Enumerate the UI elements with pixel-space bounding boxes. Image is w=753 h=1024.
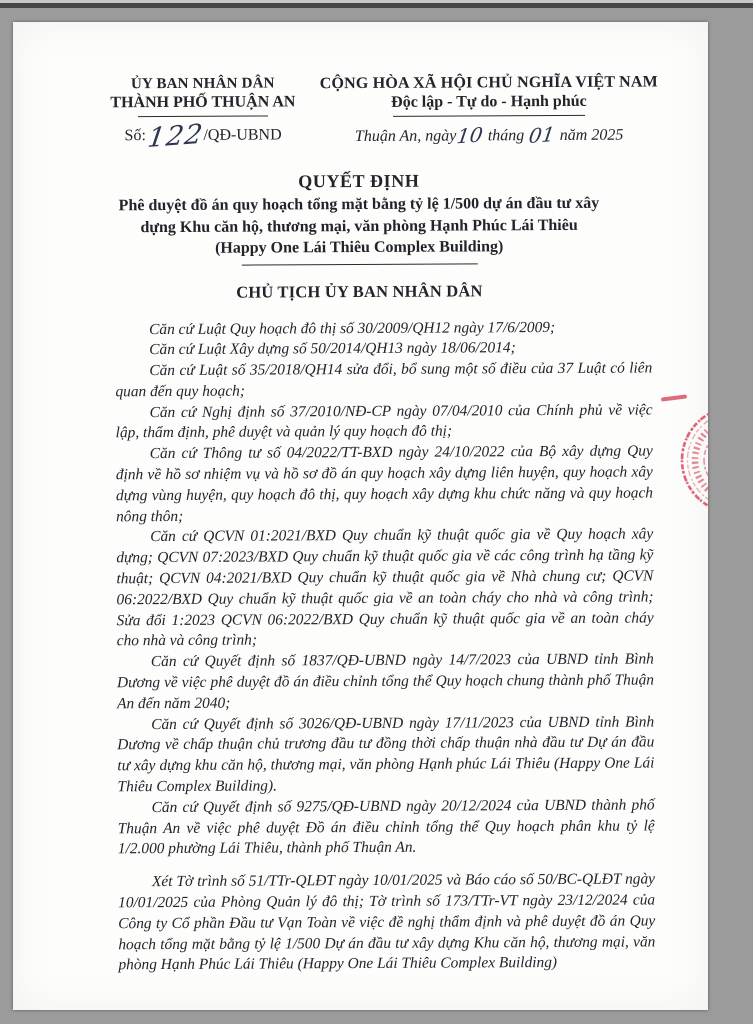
subtitle-line: (Happy One Lái Thiêu Complex Building) [215, 238, 504, 257]
subtitle-line: Phê duyệt đồ án quy hoạch tổng mặt bằng tỷ lệ 1/500 dự án đầu tư xây [118, 194, 600, 215]
national-header-block [314, 72, 664, 149]
org-underline [138, 115, 268, 117]
motto-underline [393, 115, 585, 117]
issuing-org-block [105, 74, 301, 154]
org-name-line1: ỦY BAN NHÂN DÂN [130, 75, 275, 93]
title-underline [241, 263, 477, 265]
subtitle-line: dựng Khu căn hộ, thương mại, văn phòng Hạnh Phúc Lái Thiêu [140, 216, 578, 236]
date-place-prefix: Thuận An, ngày [354, 127, 457, 146]
body-paragraph: Xét Tờ trình số 51/TTr-QLĐT ngày 10/01/2025 và Báo cáo số 50/BC-QLĐT ngày 10/01/2025 của Phòng Quản lý đô thị; Tờ trình số 173/TTr-VT ngày 23/12/2024 của Công ty Cổ phần Đầu tư Vạn Toàn về việc đề nghị thẩm định và phê duyệt đồ án Quy hoạch tổng mặt bằng tỷ lệ 1/500 Dự án đầu tư xây dựng Khu căn hộ, thương mại, văn phòng Hạnh Phúc Lái Thiêu (Happy One Lái Thiêu Complex Building) [118, 870, 656, 974]
body-paragraph: Căn cứ QCVN 01:2021/BXD Quy chuẩn kỹ thuật quốc gia về Quy hoạch xây dựng; QCVN 07:2023/BXD Quy chuẩn kỹ thuật quốc gia về các công trình hạ tầng kỹ thuật; QCVN 04:2021/BXD Quy chuẩn kỹ thuật quốc gia về Nhà chung cư; QCVN 06:2022/BXD Quy chuẩn kỹ thuật quốc gia về an toàn cháy cho nhà và công trình; Sửa đổi 1:2023 QCVN 06:2022/BXD Quy chuẩn kỹ thuật quốc gia về an toàn cháy cho nhà và công trình; [116, 525, 654, 650]
handwritten-day: 10 [455, 122, 485, 149]
document-paper [13, 22, 708, 1010]
handwritten-document-number: 122 [145, 118, 205, 154]
national-motto-line1: CỘNG HÒA XÃ HỘI CHỦ NGHĨA VIỆT NAM [319, 73, 658, 93]
body-paragraph: Căn cứ Nghị định số 37/2010/NĐ-CP ngày 07/04/2010 của Chính phủ về việc lập, thẩm định, phê duyệt và quản lý quy hoạch đô thị; [115, 401, 653, 442]
document-number-line [105, 118, 301, 154]
issuer-heading: CHỦ TỊCH ỦY BAN NHÂN DÂN [236, 280, 483, 302]
body-paragraph: Căn cứ Luật Xây dựng số 50/2014/QH13 ngày 18/06/2014; [149, 339, 516, 359]
decision-subtitle [13, 192, 707, 260]
date-month-word: tháng [487, 127, 525, 145]
body-paragraph: Căn cứ Thông tư số 04/2022/TT-BXD ngày 24/10/2022 của Bộ xây dựng Quy định về hồ sơ nhiệm vụ và hồ sơ đồ án quy hoạch xây dựng liên huyện, quy hoạch xây dựng vùng huyện, quy hoạch đô thị, quy hoạch xây dựng khu chức năng và quy hoạch nông thôn; [115, 442, 654, 525]
national-motto-line2: Độc lập - Tự do - Hạnh phúc [391, 92, 587, 111]
decision-heading: QUYẾT ĐỊNH [298, 170, 420, 192]
body-paragraph: Căn cứ Quyết định số 3026/QĐ-UBND ngày 17/11/2023 của UBND tỉnh Bình Dương về chấp thuận chủ trương đầu tư đồng thời chấp thuận nhà đầu tư Dự án đầu tư xây dựng khu căn hộ, thương mại, văn phòng Hạnh phúc Lái Thiêu (Happy One Lái Thiêu Complex Building). [117, 713, 655, 796]
handwritten-month: 01 [527, 122, 557, 148]
number-suffix: /QĐ-UBND [203, 126, 282, 144]
document-content [13, 22, 708, 977]
document-body [115, 317, 655, 977]
date-year-part: năm 2025 [559, 126, 624, 144]
body-paragraph: Căn cứ Quyết định số 1837/QĐ-UBND ngày 14/7/2023 của UBND tỉnh Bình Dương về việc phê duyệt đồ án điều chỉnh tổng thể Quy hoạch chung thành phố Thuận An đến năm 2040; [116, 650, 654, 713]
top-edge-dark-strip [0, 3, 753, 8]
document-header [13, 72, 706, 154]
number-prefix: Số: [124, 127, 146, 145]
body-paragraph: Căn cứ Luật Quy hoạch đô thị số 30/2009/QH12 ngày 17/6/2009; [149, 318, 556, 338]
date-line [314, 122, 664, 149]
body-paragraph: Căn cứ Quyết định số 9275/QĐ-UBND ngày 20/12/2024 của UBND thành phố Thuận An về việc phê duyệt Đồ án điều chỉnh tổng thể Quy hoạch phân khu tỷ lệ 1/2.000 phường Lái Thiêu, thành phố Thuận An. [117, 796, 655, 858]
org-name-line2: THÀNH PHỐ THUẬN AN [110, 93, 296, 112]
body-paragraph: Căn cứ Luật số 35/2018/QH14 sửa đổi, bổ sung một số điều của 37 Luật có liên quan đến quy hoạch; [115, 359, 653, 401]
title-block [13, 168, 707, 303]
